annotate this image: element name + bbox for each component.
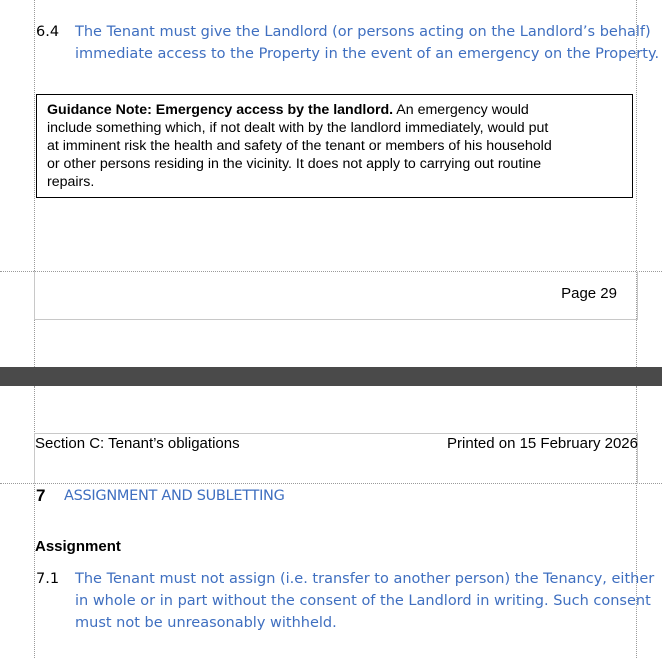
guidance-note-line: at imminent risk the health and safety of the tenant or members of his household (47, 138, 552, 154)
page-number: Page 29 (561, 285, 617, 302)
clause-number: 6.4 (36, 24, 60, 40)
guidance-note-first-line (47, 101, 632, 119)
header-section-title: Section C: Tenant’s obligations (35, 435, 240, 452)
clause-line: must not be unreasonably withheld. (75, 615, 337, 631)
guidance-note-box (36, 94, 633, 198)
guidance-note-line: include something which, if not dealt with by the landlord immediately, would put (47, 120, 549, 136)
left-margin-guide-next (34, 386, 35, 658)
guidance-note-line: or other persons residing in the vicinity. It does not apply to carrying out routine (47, 156, 542, 172)
clause-line: in whole or in part without the consent of the Landlord in writing. Such consent (75, 593, 651, 609)
clause-number: 7.1 (36, 571, 60, 587)
clause-line: immediate access to the Property in the event of an emergency on the Property. (75, 46, 660, 62)
heading-title: ASSIGNMENT AND SUBLETTING (64, 488, 285, 504)
subheading-assignment: Assignment (35, 538, 121, 555)
header-printed-date: Printed on 15 February 2026 (447, 435, 638, 452)
page-footer (34, 271, 638, 320)
page-header (34, 433, 638, 484)
guidance-note-line: repairs. (47, 174, 95, 190)
clause-line: The Tenant must give the Landlord (or persons acting on the Landlord’s behalf) (75, 24, 651, 40)
guidance-note-heading: Guidance Note: Emergency access by the landlord. (47, 102, 394, 118)
page-separator (0, 367, 662, 386)
heading-number: 7 (36, 486, 46, 505)
right-margin-guide-next (636, 386, 637, 658)
clause-line: The Tenant must not assign (i.e. transfer to another person) the Tenancy, either (75, 571, 655, 587)
guidance-note-text: An emergency would (393, 102, 529, 118)
